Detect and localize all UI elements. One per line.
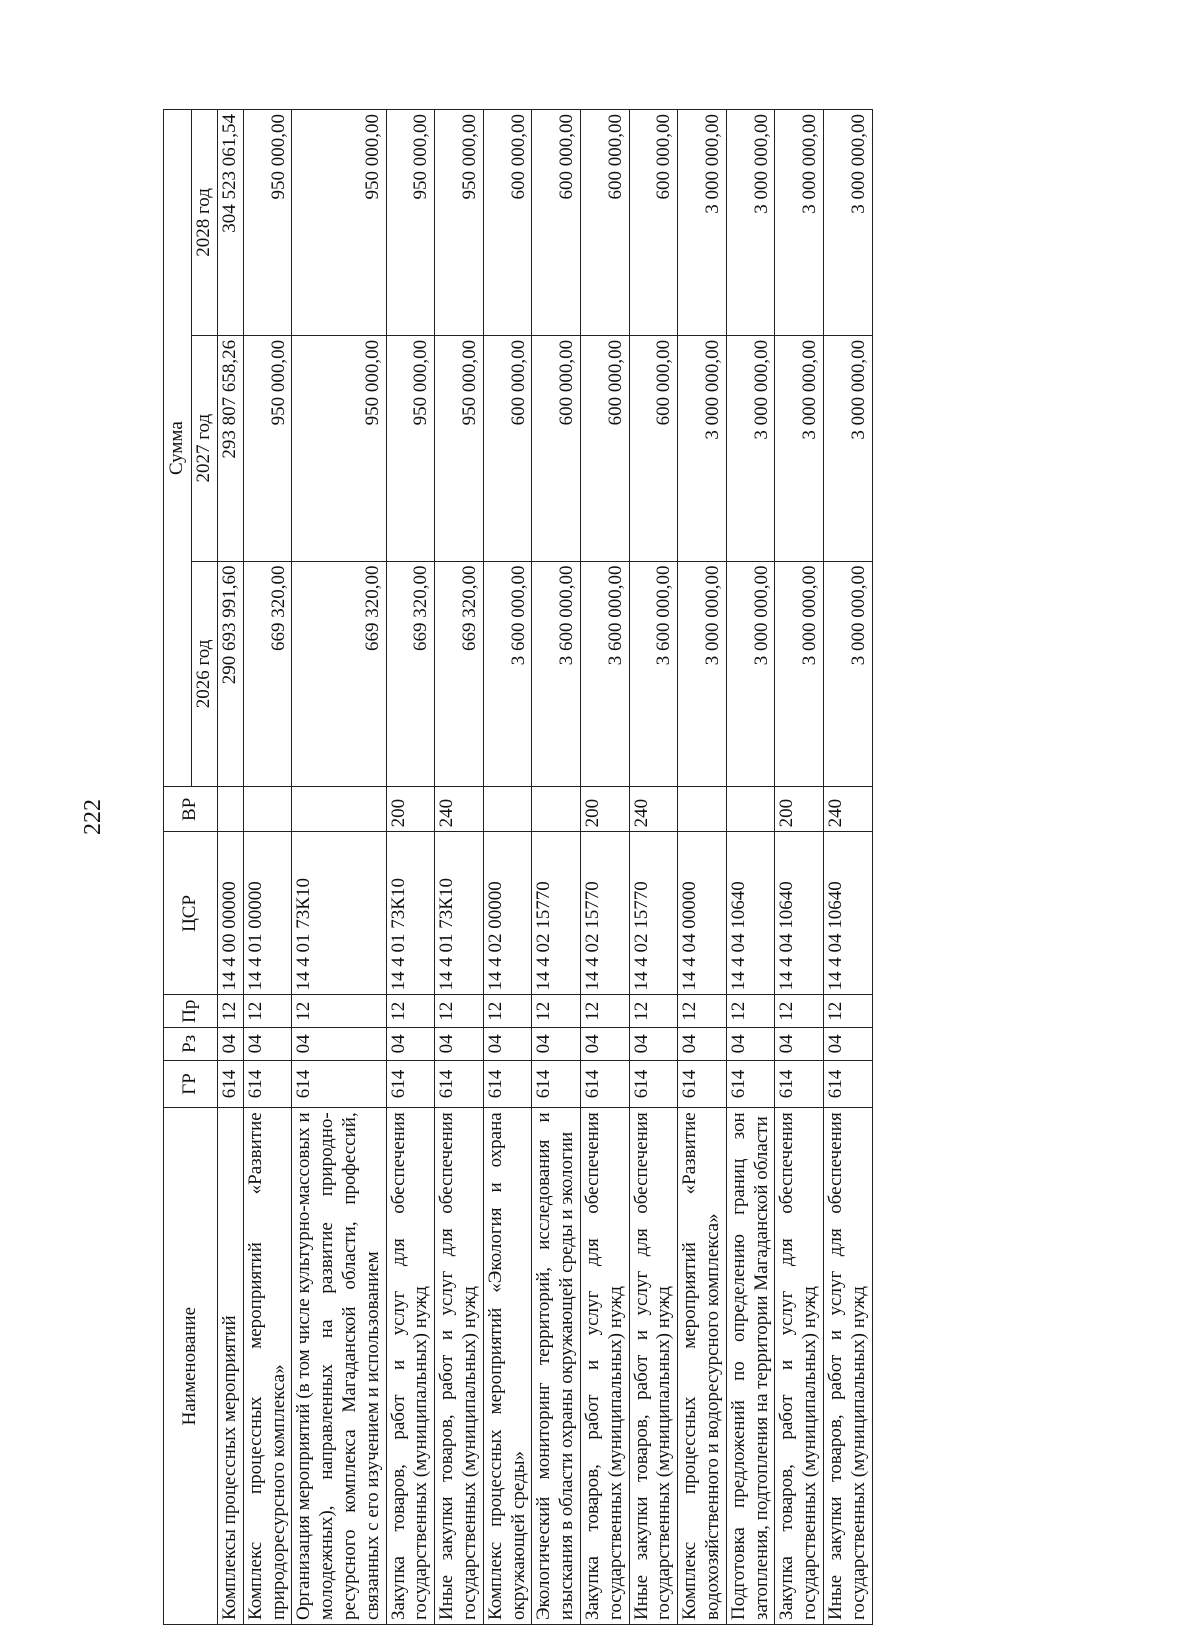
cell-sum-2027: 293 807 658,26 [218, 335, 244, 561]
header-sum: Сумма [164, 110, 192, 787]
cell-sum-2026: 3 000 000,00 [678, 561, 727, 787]
header-name: Наименование [164, 1108, 218, 1625]
header-rz: Рз [164, 1028, 218, 1061]
header-pr: Пр [164, 995, 218, 1028]
cell-sum-2026: 669 320,00 [435, 561, 484, 787]
cell-sum-2027: 600 000,00 [580, 335, 629, 561]
cell-pr: 12 [435, 995, 484, 1028]
cell-rz: 04 [629, 1028, 678, 1061]
cell-sum-2028: 3 000 000,00 [726, 110, 775, 336]
cell-pr: 12 [292, 995, 386, 1028]
cell-csr: 14 4 02 15770 [532, 832, 581, 995]
cell-sum-2028: 600 000,00 [580, 110, 629, 336]
cell-sum-2026: 3 000 000,00 [726, 561, 775, 787]
cell-sum-2026: 290 693 991,60 [218, 561, 244, 787]
cell-vr: 200 [386, 787, 435, 832]
cell-csr: 14 4 02 00000 [483, 832, 532, 995]
cell-sum-2027: 950 000,00 [243, 335, 292, 561]
table-row [435, 110, 484, 1625]
cell-sum-2027: 950 000,00 [435, 335, 484, 561]
cell-pr: 12 [580, 995, 629, 1028]
table-row [483, 110, 532, 1625]
cell-sum-2028: 3 000 000,00 [823, 110, 872, 336]
cell-gr: 614 [629, 1060, 678, 1108]
cell-name: Комплекс процессных мероприятий «Экология и охрана окружающей среды» [483, 1108, 532, 1625]
header-year-2028: 2028 год [192, 110, 218, 336]
cell-rz: 04 [775, 1028, 824, 1061]
cell-gr: 614 [386, 1060, 435, 1108]
cell-name: Комплекс процессных мероприятий «Развитие природоресурсного комплекса» [243, 1108, 292, 1625]
cell-pr: 12 [483, 995, 532, 1028]
cell-pr: 12 [823, 995, 872, 1028]
cell-sum-2026: 3 600 000,00 [580, 561, 629, 787]
cell-sum-2027: 600 000,00 [532, 335, 581, 561]
cell-sum-2026: 3 600 000,00 [483, 561, 532, 787]
cell-rz: 04 [532, 1028, 581, 1061]
cell-gr: 614 [292, 1060, 386, 1108]
cell-csr: 14 4 00 00000 [218, 832, 244, 995]
cell-sum-2027: 600 000,00 [629, 335, 678, 561]
cell-gr: 614 [580, 1060, 629, 1108]
cell-csr: 14 4 04 10640 [775, 832, 824, 995]
cell-sum-2026: 669 320,00 [386, 561, 435, 787]
cell-gr: 614 [775, 1060, 824, 1108]
table-row [775, 110, 824, 1625]
cell-sum-2028: 3 000 000,00 [775, 110, 824, 336]
cell-sum-2027: 3 000 000,00 [678, 335, 727, 561]
cell-csr: 14 4 02 15770 [629, 832, 678, 995]
table-row [292, 110, 386, 1625]
table-row [726, 110, 775, 1625]
table-row [580, 110, 629, 1625]
cell-name: Закупка товаров, работ и услуг для обеспечения государственных (муниципальных) нужд [580, 1108, 629, 1625]
cell-sum-2026: 3 600 000,00 [629, 561, 678, 787]
cell-sum-2028: 600 000,00 [483, 110, 532, 336]
cell-csr: 14 4 01 00000 [243, 832, 292, 995]
table-header [164, 110, 218, 1625]
cell-rz: 04 [483, 1028, 532, 1061]
cell-rz: 04 [292, 1028, 386, 1061]
cell-sum-2028: 600 000,00 [532, 110, 581, 336]
cell-pr: 12 [629, 995, 678, 1028]
table-row [678, 110, 727, 1625]
cell-pr: 12 [532, 995, 581, 1028]
cell-sum-2027: 950 000,00 [386, 335, 435, 561]
cell-gr: 614 [483, 1060, 532, 1108]
cell-csr: 14 4 04 10640 [823, 832, 872, 995]
cell-name: Комплексы процессных мероприятий [218, 1108, 244, 1625]
header-gr: ГР [164, 1060, 218, 1108]
cell-sum-2028: 950 000,00 [292, 110, 386, 336]
cell-rz: 04 [386, 1028, 435, 1061]
rotated-table-container [163, 109, 1063, 1625]
cell-gr: 614 [532, 1060, 581, 1108]
table-body [218, 110, 873, 1625]
cell-sum-2026: 3 600 000,00 [532, 561, 581, 787]
cell-vr [243, 787, 292, 832]
cell-vr [292, 787, 386, 832]
cell-pr: 12 [678, 995, 727, 1028]
cell-name: Комплекс процессных мероприятий «Развитие водохозяйственного и водоресурсного комплекса» [678, 1108, 727, 1625]
cell-pr: 12 [775, 995, 824, 1028]
cell-sum-2028: 950 000,00 [435, 110, 484, 336]
cell-csr: 14 4 01 73К10 [435, 832, 484, 995]
cell-pr: 12 [726, 995, 775, 1028]
cell-rz: 04 [435, 1028, 484, 1061]
header-vr: ВР [164, 787, 218, 832]
cell-sum-2027: 600 000,00 [483, 335, 532, 561]
cell-name: Иные закупки товаров, работ и услуг для обеспечения государственных (муниципальных) нужд [435, 1108, 484, 1625]
cell-rz: 04 [823, 1028, 872, 1061]
cell-pr: 12 [243, 995, 292, 1028]
cell-vr [678, 787, 727, 832]
cell-vr [218, 787, 244, 832]
table-row [532, 110, 581, 1625]
cell-vr [483, 787, 532, 832]
budget-table [163, 109, 873, 1625]
cell-sum-2028: 600 000,00 [629, 110, 678, 336]
cell-vr: 200 [580, 787, 629, 832]
header-csr: ЦСР [164, 832, 218, 995]
cell-csr: 14 4 01 73К10 [292, 832, 386, 995]
cell-sum-2027: 3 000 000,00 [823, 335, 872, 561]
table-row [629, 110, 678, 1625]
cell-sum-2026: 3 000 000,00 [823, 561, 872, 787]
cell-gr: 614 [678, 1060, 727, 1108]
cell-rz: 04 [218, 1028, 244, 1061]
cell-pr: 12 [386, 995, 435, 1028]
cell-rz: 04 [678, 1028, 727, 1061]
cell-name: Подготовка предложений по определению границ зон затопления, подтопления на территории Магаданской области [726, 1108, 775, 1625]
cell-sum-2026: 669 320,00 [243, 561, 292, 787]
header-year-2026: 2026 год [192, 561, 218, 787]
cell-vr [532, 787, 581, 832]
cell-rz: 04 [726, 1028, 775, 1061]
cell-name: Экологический мониторинг территорий, исследования и изыскания в области охраны окружающей среды и экологии [532, 1108, 581, 1625]
page-number: 222 [80, 799, 106, 835]
cell-gr: 614 [823, 1060, 872, 1108]
cell-name: Закупка товаров, работ и услуг для обеспечения государственных (муниципальных) нужд [775, 1108, 824, 1625]
cell-gr: 614 [726, 1060, 775, 1108]
table-row [243, 110, 292, 1625]
cell-sum-2028: 3 000 000,00 [678, 110, 727, 336]
cell-sum-2028: 304 523 061,54 [218, 110, 244, 336]
cell-sum-2026: 3 000 000,00 [775, 561, 824, 787]
table-row [823, 110, 872, 1625]
cell-name: Иные закупки товаров, работ и услуг для обеспечения государственных (муниципальных) нужд [823, 1108, 872, 1625]
cell-pr: 12 [218, 995, 244, 1028]
cell-sum-2028: 950 000,00 [386, 110, 435, 336]
cell-csr: 14 4 02 15770 [580, 832, 629, 995]
cell-name: Организация мероприятий (в том числе культурно-массовых и молодежных), направленных на развитие природно-ресурсного комплекса Магаданской области, профессий, связанных с его изучением и использованием [292, 1108, 386, 1625]
cell-name: Иные закупки товаров, работ и услуг для обеспечения государственных (муниципальных) нужд [629, 1108, 678, 1625]
cell-vr: 200 [775, 787, 824, 832]
cell-csr: 14 4 04 00000 [678, 832, 727, 995]
cell-rz: 04 [243, 1028, 292, 1061]
cell-vr [726, 787, 775, 832]
cell-sum-2027: 3 000 000,00 [726, 335, 775, 561]
cell-name: Закупка товаров, работ и услуг для обеспечения государственных (муниципальных) нужд [386, 1108, 435, 1625]
cell-vr: 240 [629, 787, 678, 832]
cell-sum-2028: 950 000,00 [243, 110, 292, 336]
table-row [386, 110, 435, 1625]
cell-rz: 04 [580, 1028, 629, 1061]
cell-sum-2027: 950 000,00 [292, 335, 386, 561]
cell-sum-2026: 669 320,00 [292, 561, 386, 787]
cell-gr: 614 [218, 1060, 244, 1108]
cell-sum-2027: 3 000 000,00 [775, 335, 824, 561]
cell-gr: 614 [243, 1060, 292, 1108]
cell-gr: 614 [435, 1060, 484, 1108]
cell-csr: 14 4 01 73К10 [386, 832, 435, 995]
table-row [218, 110, 244, 1625]
cell-csr: 14 4 04 10640 [726, 832, 775, 995]
cell-vr: 240 [435, 787, 484, 832]
cell-vr: 240 [823, 787, 872, 832]
header-year-2027: 2027 год [192, 335, 218, 561]
